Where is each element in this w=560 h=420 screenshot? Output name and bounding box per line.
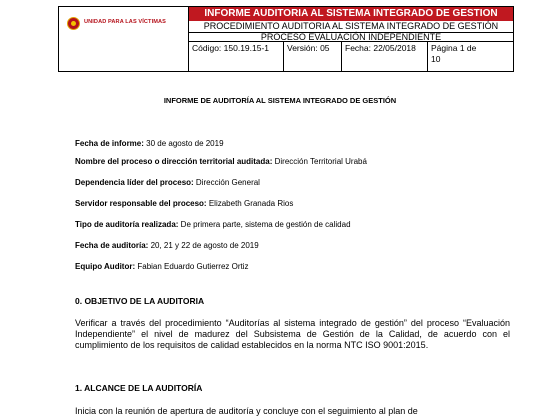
field-responsible [75,199,293,208]
field-value: Fabian Eduardo Gutierrez Ortiz [135,262,249,271]
field-audit-date [75,241,259,250]
process-name: PROCESO EVALUACIÓN INDEPENDIENTE [260,32,442,42]
field-value: 30 de agosto de 2019 [143,139,224,148]
section-heading-objective: 0. OBJETIVO DE LA AUDITORIA [75,296,205,306]
field-label: Nombre del proceso o dirección territorial auditada: [75,157,273,166]
field-value: 20, 21 y 22 de agosto de 2019 [148,241,259,250]
doc-date: Fecha: 22/05/2018 [342,42,428,71]
field-label: Servidor responsable del proceso: [75,199,207,208]
header-title: INFORME AUDITORIA AL SISTEMA INTEGRADO DE GESTION [189,7,513,21]
field-label: Fecha de auditoría: [75,241,149,250]
field-label: Dependencia líder del proceso: [75,178,194,187]
page-number [428,42,513,71]
section-heading-scope: 1. ALCANCE DE LA AUDITORÍA [75,383,203,393]
section-text-scope: Inicia con la reunión de apertura de auditoría y concluye con el seguimiento al plan de [75,406,418,416]
page-number-line1: Página 1 de [431,43,477,53]
field-label: Fecha de informe: [75,139,144,148]
page-number-line2: 10 [431,54,441,64]
logo [59,7,189,71]
document-header [58,6,514,72]
document-title: INFORME DE AUDITORÍA AL SISTEMA INTEGRADO DE GESTIÓN [163,96,397,105]
procedure-name: PROCEDIMIENTO AUDITORIA AL SISTEMA INTEGRADO DE GESTIÓN [189,21,513,33]
field-label: Tipo de auditoría realizada: [75,220,179,229]
field-value: De primera parte, sistema de gestión de calidad [178,220,351,229]
field-lead-unit [75,178,260,187]
field-label: Equipo Auditor: [75,262,136,271]
field-audit-type [75,220,351,229]
field-value: Dirección Territorial Urabá [272,157,367,166]
field-value: Dirección General [193,178,260,187]
doc-code: Código: 150.19.15-1 [189,42,284,71]
seal-icon [67,17,80,30]
field-value: Elizabeth Granada Rios [206,199,294,208]
org-name: UNIDAD PARA LAS VÍCTIMAS [84,19,166,25]
section-text-objective: Verificar a través del procedimiento “Auditorías al sistema integrado de gestión” del proceso “Evaluación Independiente” el nivel de madurez del Subsistema de Gestión de la Calidad, de acuerdo con el cumplimiento de los requisitos de calidad establecidos en la norma NTC ISO 9001:2015. [75,318,510,350]
doc-version: Versión: 05 [284,42,342,71]
field-process-name [75,157,367,166]
metadata-row [189,41,513,71]
field-audit-team [75,262,249,271]
field-report-date [75,139,224,148]
